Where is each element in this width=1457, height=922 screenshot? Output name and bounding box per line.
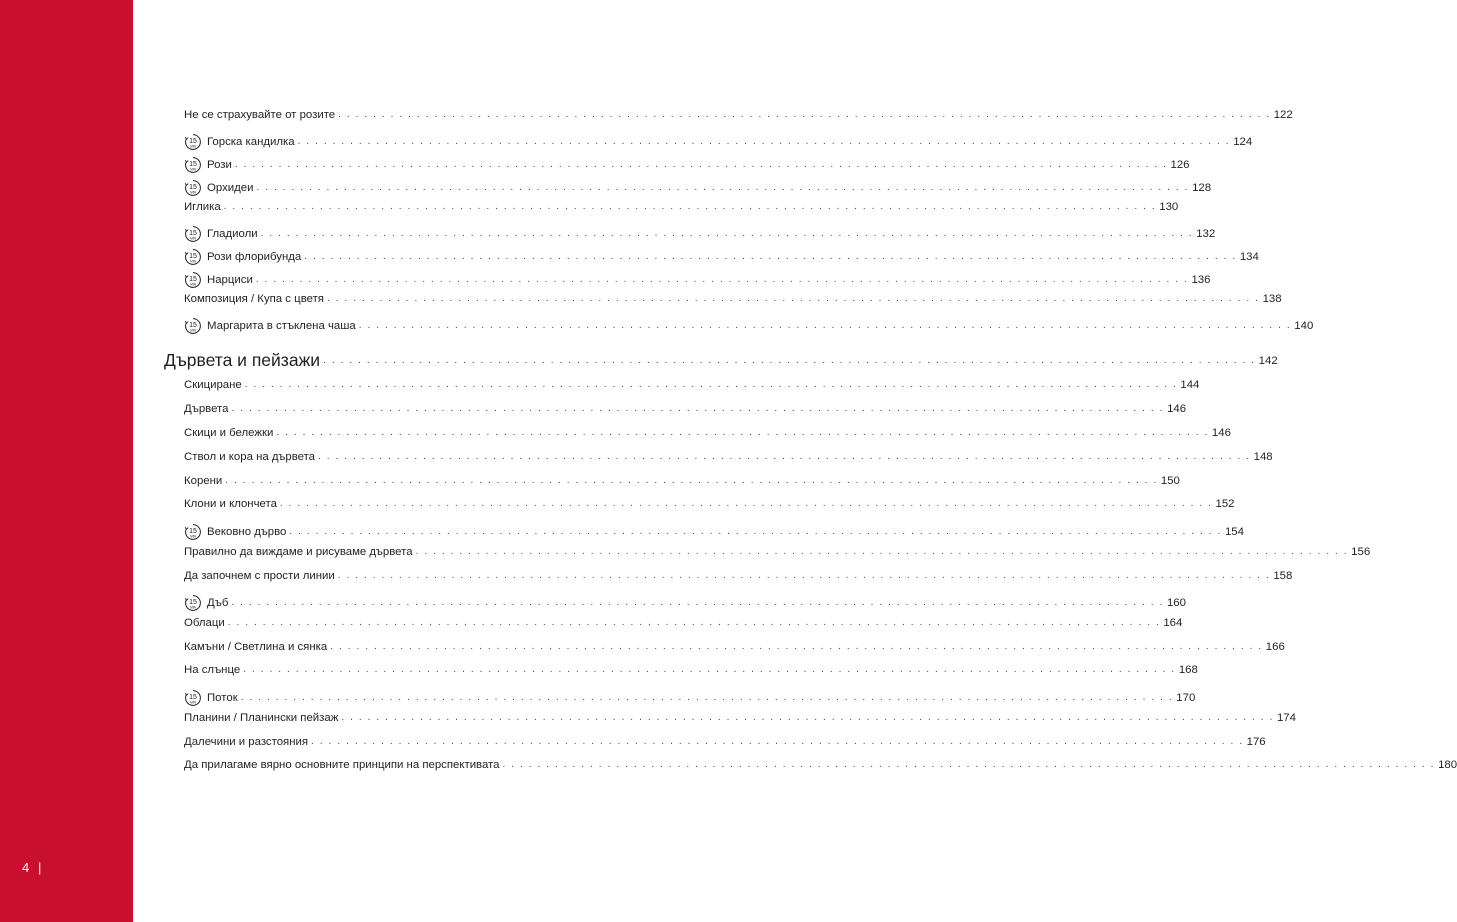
toc-entry-page: 152 <box>1215 498 1235 510</box>
page-number-separator: | <box>38 860 42 875</box>
svg-text:15: 15 <box>189 230 197 237</box>
leader-dots: . . . . . . . . . . . . . . . . . . . . . . . . . . . . . . . . . . . . . . . . . . . . . . . . . . . . . . . . . . . . . . . . . . . . . . . . . . . . . . . . . . . . . . . . . . . . . . . . . . . . . . . . . . . <box>255 274 1189 285</box>
toc-entry-title: Рози <box>207 159 232 171</box>
toc-entry[interactable] <box>184 292 1282 306</box>
toc-entry[interactable] <box>184 640 1285 654</box>
toc-entry-title: Облаци <box>184 617 225 629</box>
svg-text:15: 15 <box>189 276 197 283</box>
toc-entry-title: Рози флорибунда <box>207 251 302 263</box>
leader-dots: . . . . . . . . . . . . . . . . . . . . . . . . . . . . . . . . . . . . . . . . . . . . . . . . . . . . . . . . . . . . . . . . . . . . . . . . . . . . . . . . . . . . . . . . . . . . . . . . . . . . . . . . . . . <box>227 617 1161 628</box>
toc-entry-title: Поток <box>207 692 238 704</box>
toc-entry[interactable] <box>184 269 1211 287</box>
toc-entry[interactable] <box>184 426 1231 440</box>
leader-dots: . . . . . . . . . . . . . . . . . . . . . . . . . . . . . . . . . . . . . . . . . . . . . . . . . . . . . . . . . . . . . . . . . . . . . . . . . . . . . . . . . . . . . . . . . . . . . . . . . . . . . . . . . . . <box>326 293 1260 304</box>
toc-entry[interactable] <box>184 474 1180 488</box>
toc-entry-page: 134 <box>1239 251 1259 263</box>
leader-dots: . . . . . . . . . . . . . . . . . . . . . . . . . . . . . . . . . . . . . . . . . . . . . . . . . . . . . . . . . . . . . . . . . . . . . . . . . . . . . . . . . . . . . . . . . . . . . . . . . . . . . . . . . . . <box>256 182 1190 193</box>
15-minute-timer-icon <box>184 179 202 197</box>
toc-entry-page: 140 <box>1294 320 1314 332</box>
toc-entry-title: Горска кандилка <box>207 136 295 148</box>
leader-dots: . . . . . . . . . . . . . . . . . . . . . . . . . . . . . . . . . . . . . . . . . . . . . . . . . . . . . . . . . . . . . . . . . . . . . . . . . . . . . . . . . . . . . . . . . . . . . . . . . . . . . . . . . . . <box>231 597 1164 608</box>
svg-text:15: 15 <box>189 138 197 145</box>
15-minute-timer-icon <box>184 156 202 174</box>
15-minute-timer-icon <box>184 594 202 612</box>
leader-dots: . . . . . . . . . . . . . . . . . . . . . . . . . . . . . . . . . . . . . . . . . . . . . . . . . . . . . . . . . . . . . . . . . . . . . . . . . . . . . . . . . . . . . . . . . . . . . . . . . . . . . . . . . . . <box>330 641 1263 652</box>
svg-text:MIN: MIN <box>190 534 196 539</box>
toc-entry[interactable] <box>184 246 1259 264</box>
toc-entry-title: Корени <box>184 475 223 487</box>
toc-entry-page: 180 <box>1438 759 1457 771</box>
toc-entry-title: Нарциси <box>207 274 253 286</box>
leader-dots: . . . . . . . . . . . . . . . . . . . . . . . . . . . . . . . . . . . . . . . . . . . . . . . . . . . . . . . . . . . . . . . . . . . . . . . . . . . . . . . . . . . . . . . . . . . . . . . . . . . . . . . . . . . <box>502 759 1436 770</box>
toc-entry-page: 144 <box>1180 379 1200 391</box>
toc-entry-title: Да прилагаме вярно основните принципи на перспективата <box>184 759 500 771</box>
15-minute-timer-icon <box>184 317 202 335</box>
toc-entry-title: Планини / Планински пейзаж <box>184 712 339 724</box>
svg-text:15: 15 <box>189 253 197 260</box>
svg-text:MIN: MIN <box>190 328 196 333</box>
15-minute-timer-icon <box>184 133 202 151</box>
leader-dots: . . . . . . . . . . . . . . . . . . . . . . . . . . . . . . . . . . . . . . . . . . . . . . . . . . . . . . . . . . . . . . . . . . . . . . . . . . . . . . . . . . . . . . . . . . . . . . . . . . . . . . . . . . . <box>337 570 1271 581</box>
leader-dots: . . . . . . . . . . . . . . . . . . . . . . . . . . . . . . . . . . . . . . . . . . . . . . . . . . . . . . . . . . . . . . . . . . . . . . . . . . . . . . . . . . . . . . . . . . . . . . . . . . . . . . . . . . . <box>318 451 1251 462</box>
leader-dots: . . . . . . . . . . . . . . . . . . . . . . . . . . . . . . . . . . . . . . . . . . . . . . . . . . . . . . . . . . . . . . . . . . . . . . . . . . . . . . . . . . . . . . . . . . . . . . . . . . . . . . . . . . . <box>358 320 1292 331</box>
leader-dots: . . . . . . . . . . . . . . . . . . . . . . . . . . . . . . . . . . . . . . . . . . . . . . . . . . . . . . . . . . . . . . . . . . . . . . . . . . . . . . . . . . . . . . . . . . . . . . . . . . . . . . . . . . . <box>244 379 1178 390</box>
svg-text:MIN: MIN <box>190 282 196 287</box>
svg-text:MIN: MIN <box>190 236 196 241</box>
toc-entry-page: 166 <box>1265 641 1285 653</box>
toc-entry-title: Гладиоли <box>207 228 258 240</box>
toc-entry-page: 124 <box>1233 136 1253 148</box>
toc-entry-page: 158 <box>1273 570 1293 582</box>
toc-entry-title: Клони и клончета <box>184 498 277 510</box>
toc-entry[interactable] <box>184 758 1457 772</box>
section-title: Дървета и пейзажи <box>164 350 321 370</box>
toc-entry[interactable] <box>184 402 1187 416</box>
15-minute-timer-icon <box>184 271 202 289</box>
toc-entry-title: Да започнем с прости линии <box>184 570 335 582</box>
toc-entry-page: 132 <box>1196 228 1216 240</box>
toc-entry-title: Не се страхувайте от розите <box>184 109 336 121</box>
15-minute-timer-icon <box>184 689 202 707</box>
toc-entry-title: Дървета <box>184 403 229 415</box>
toc-entry-title: Маргарита в стъклена чаша <box>207 320 356 332</box>
leader-dots: . . . . . . . . . . . . . . . . . . . . . . . . . . . . . . . . . . . . . . . . . . . . . . . . . . . . . . . . . . . . . . . . . . . . . . . . . . . . . . . . . . . . . . . . . . . . . . . . . . . . . . . . . . . <box>341 712 1274 723</box>
svg-text:MIN: MIN <box>190 259 196 264</box>
toc-entry[interactable] <box>184 521 1244 539</box>
toc-entry-page: 174 <box>1276 712 1296 724</box>
svg-text:15: 15 <box>189 322 197 329</box>
toc-entry-page: 138 <box>1262 293 1282 305</box>
toc-entry[interactable] <box>184 687 1196 705</box>
toc-entry[interactable] <box>184 154 1190 172</box>
toc-entry[interactable] <box>184 735 1266 749</box>
toc-entry-title: Дъб <box>207 597 229 609</box>
toc-entry-page: 150 <box>1160 475 1180 487</box>
toc-entry[interactable] <box>184 177 1212 195</box>
toc-entry[interactable] <box>184 711 1296 725</box>
leader-dots: . . . . . . . . . . . . . . . . . . . . . . . . . . . . . . . . . . . . . . . . . . . . . . . . . . . . . . . . . . . . . . . . . . . . . . . . . . . . . . . . . . . . . . . . . . . . . . . . . . . . . . . . . . . <box>260 228 1194 239</box>
toc-entry[interactable] <box>184 592 1186 610</box>
toc-entry-page: 148 <box>1253 451 1273 463</box>
svg-text:15: 15 <box>189 184 197 191</box>
leader-dots: . . . . . . . . . . . . . . . . . . . . . . . . . . . . . . . . . . . . . . . . . . . . . . . . . . . . . . . . . . . . . . . . . . . . . . . . . . . . . . . . . . . . . . . . . . . . . . . . . . . . . . . . . . . <box>234 159 1168 170</box>
toc-entry[interactable] <box>184 450 1273 464</box>
15-minute-timer-icon <box>184 248 202 266</box>
leader-dots: . . . . . . . . . . . . . . . . . . . . . . . . . . . . . . . . . . . . . . . . . . . . . . . . . . . . . . . . . . . . . . . . . . . . . . . . . . . . . . . . . . . . . . . . . . . . . . . . . . . . . . . . . . . <box>304 251 1237 262</box>
toc-entry[interactable] <box>184 378 1200 392</box>
toc-entry[interactable] <box>184 569 1293 583</box>
leader-dots: . . . . . . . . . . . . . . . . . . . . . . . . . . . . . . . . . . . . . . . . . . . . . . . . . . . . . . . . . . . . . . . . . . . . . . . . . . . . . . . . . . . . . . . . . . . . . . . . . . . . . . . . . . . <box>231 403 1165 414</box>
toc-entry-page: 164 <box>1163 617 1183 629</box>
svg-text:15: 15 <box>189 599 197 606</box>
toc-entry[interactable] <box>184 616 1183 630</box>
toc-section-heading[interactable] <box>164 350 1278 370</box>
leader-dots: . . . . . . . . . . . . . . . . . . . . . . . . . . . . . . . . . . . . . . . . . . . . . . . . . . . . . . . . . . . . . . . . . . . . . . . . . . . . . . . . . . . . . . . . . . . . . . . . . . . . . . . . . . . <box>289 526 1222 537</box>
toc-entry[interactable] <box>184 108 1293 122</box>
toc-entry-page: 146 <box>1211 427 1231 439</box>
leader-dots: . . . . . . . . . . . . . . . . . . . . . . . . . . . . . . . . . . . . . . . . . . . . . . . . . . . . . . . . . . . . . . . . . . . . . . . . . . . . . . . . . . . . . . . . . . . . . . . . . . . . . . . . . . . <box>297 136 1231 147</box>
toc-entry-page: 128 <box>1192 182 1212 194</box>
toc-entry[interactable] <box>184 200 1179 214</box>
svg-text:MIN: MIN <box>190 144 196 149</box>
svg-text:MIN: MIN <box>190 190 196 195</box>
section-page: 142 <box>1258 355 1278 367</box>
toc-entry-page: 160 <box>1166 597 1186 609</box>
leader-dots: . . . . . . . . . . . . . . . . . . . . . . . . . . . . . . . . . . . . . . . . . . . . . . . . . . . . . . . . . . . . . . . . . . . . . . . . . . . . . . . . . . . . . . . . . . . . . . . . . . . . . . . . . . . <box>415 546 1349 557</box>
leader-dots: . . . . . . . . . . . . . . . . . . . . . . . . . . . . . . . . . . . . . . . . . . . . . . . . . . . . . . . . . . . . . . . . . . . . . . . . . . . . . . . . . . . . . . . . . . . . . . . . . . . . . . . . . . . <box>225 475 1158 486</box>
toc-entry-title: Камъни / Светлина и сянка <box>184 641 328 653</box>
toc-entry-title: Вековно дърво <box>207 526 287 538</box>
toc-entry-page: 146 <box>1167 403 1187 415</box>
svg-text:15: 15 <box>189 694 197 701</box>
15-minute-timer-icon <box>184 523 202 541</box>
toc-entry-title: Скици и бележки <box>184 427 274 439</box>
toc-entry-title: На слънце <box>184 664 241 676</box>
toc-entry[interactable] <box>184 131 1253 149</box>
toc-entry-title: Ствол и кора на дървета <box>184 451 316 463</box>
toc-entry-title: Композиция / Купа с цветя <box>184 293 324 305</box>
leader-dots: . . . . . . . . . . . . . . . . . . . . . . . . . . . . . . . . . . . . . . . . . . . . . . . . . . . . . . . . . . . . . . . . . . . . . . . . . . . . . . . . . . . . . . . . . . . . . . . . . . . . . . . . . . . <box>243 664 1176 675</box>
toc-entry-page: 154 <box>1224 526 1244 538</box>
toc-entry[interactable] <box>184 497 1235 511</box>
leader-dots: . . . . . . . . . . . . . . . . . . . . . . . . . . . . . . . . . . . . . . . . . . . . . . . . . . . . . . . . . . . . . . . . . . . . . . . . . . . . . . . . . . . . . . . . . . . . . . . . . . . . . . . . . . . <box>223 201 1157 212</box>
leader-dots: . . . . . . . . . . . . . . . . . . . . . . . . . . . . . . . . . . . . . . . . . . . . . . . . . . . . . . . . . . . . . . . . . . . . . . . . . . . . . . . . . . . . . . . . . . . . . . . . . . . . . . . . . . . <box>311 736 1244 747</box>
toc-entry-page: 136 <box>1191 274 1211 286</box>
toc-entry-page: 168 <box>1178 664 1198 676</box>
toc-entry-page: 126 <box>1170 159 1190 171</box>
leader-dots: . . . . . . . . . . . . . . . . . . . . . . . . . . . . . . . . . . . . . . . . . . . . . . . . . . . . . . . . . . . . . . . . . . . . . . . . . . . . . . . . . . . . . . . . . . . . . . . . . . . . . . . . . . . <box>323 355 1256 366</box>
leader-dots: . . . . . . . . . . . . . . . . . . . . . . . . . . . . . . . . . . . . . . . . . . . . . . . . . . . . . . . . . . . . . . . . . . . . . . . . . . . . . . . . . . . . . . . . . . . . . . . . . . . . . . . . . . . <box>338 109 1271 120</box>
toc-entry[interactable] <box>184 223 1216 241</box>
toc-entry-title: Скициране <box>184 379 242 391</box>
svg-text:MIN: MIN <box>190 605 196 610</box>
page-number: 4 <box>22 860 30 875</box>
toc-entry-page: 170 <box>1176 692 1196 704</box>
toc-entry-page: 130 <box>1159 201 1179 213</box>
svg-text:MIN: MIN <box>190 700 196 705</box>
toc-entry[interactable] <box>184 315 1314 333</box>
toc-entry-title: Иглика <box>184 201 221 213</box>
toc-entry-page: 176 <box>1246 736 1266 748</box>
toc-entry-page: 156 <box>1351 546 1371 558</box>
leader-dots: . . . . . . . . . . . . . . . . . . . . . . . . . . . . . . . . . . . . . . . . . . . . . . . . . . . . . . . . . . . . . . . . . . . . . . . . . . . . . . . . . . . . . . . . . . . . . . . . . . . . . . . . . . . <box>279 498 1213 509</box>
leader-dots: . . . . . . . . . . . . . . . . . . . . . . . . . . . . . . . . . . . . . . . . . . . . . . . . . . . . . . . . . . . . . . . . . . . . . . . . . . . . . . . . . . . . . . . . . . . . . . . . . . . . . . . . . . . <box>240 692 1174 703</box>
toc-entry[interactable] <box>184 663 1198 677</box>
svg-text:15: 15 <box>189 528 197 535</box>
svg-text:MIN: MIN <box>190 167 196 172</box>
toc-entry-title: Орхидеи <box>207 182 254 194</box>
svg-text:15: 15 <box>189 161 197 168</box>
15-minute-timer-icon <box>184 225 202 243</box>
toc-entry-title: Далечини и разстояния <box>184 736 309 748</box>
toc-entry-title: Правилно да виждаме и рисуваме дървета <box>184 546 413 558</box>
toc-entry[interactable] <box>184 545 1371 559</box>
toc-entry-page: 122 <box>1273 109 1293 121</box>
leader-dots: . . . . . . . . . . . . . . . . . . . . . . . . . . . . . . . . . . . . . . . . . . . . . . . . . . . . . . . . . . . . . . . . . . . . . . . . . . . . . . . . . . . . . . . . . . . . . . . . . . . . . . . . . . . <box>276 427 1209 438</box>
